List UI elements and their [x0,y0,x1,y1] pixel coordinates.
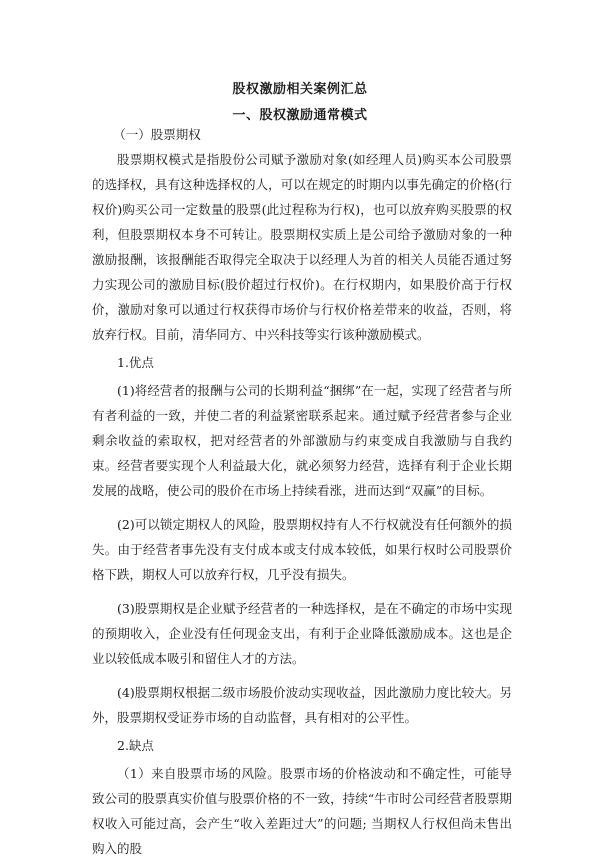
disadvantage-paragraph-1: （1）来自股票市场的风险。股票市场的价格波动和不确定性，可能导致公司的股票真实价值与股票价格的不一致，持续“牛市时公司经营者股票期权收入可能过高，会产生“收入差距过大”的问题; 当期权人行权但尚未售出购入的股 [92,766,512,856]
document-body [92,122,512,861]
intro-paragraph: 股票期权模式是指股份公司赋予激励对象(如经理人员)购买本公司股票的选择权，具有这种选择权的人，可以在规定的时期内以事先确定的价格(行权价)购买公司一定数量的股票(此过程称为行权)，也可以放弃购买股票的权利，但股票期权本身不可转让。股票期权实质上是公司给予激励对象的一种激励报酬，该报酬能否取得完全取决于以经理人为首的相关人员能否通过努力实现公司的激励目标(股价超过行权价)。在行权期内，如果股价高于行权价，激励对象可以通过行权获得市场价与行权价格差带来的收益，否则，将放弃行权。目前，清华同方、中兴科技等实行该种激励模式。 [92,152,512,342]
disadvantages-heading: 2.缺点 [117,738,154,753]
advantage-paragraph-3: (3)股票期权是企业赋予经营者的一种选择权，是在不确定的市场中实现的预期收入，企业没有任何现金支出，有利于企业降低激励成本。这也是企业以较低成本吸引和留住人才的方法。 [92,601,512,666]
section-heading: 一、股权激励通常模式 [232,108,368,123]
advantage-paragraph-2: (2)可以锁定期权人的风险，股票期权持有人不行权就没有任何额外的损失。由于经营者事先没有支付成本或支付成本较低，如果行权时公司股票价格下跌，期权人可以放弃行权，几乎没有损失。 [92,517,512,582]
advantage-paragraph-1: (1)将经营者的报酬与公司的长期利益“捆绑”在一起，实现了经营者与所有者利益的一致，并使二者的利益紧密联系起来。通过赋予经营者参与企业剩余收益的索取权，把对经营者的外部激励与约束变成自我激励与自我约束。经营者要实现个人利益最大化，就必须努力经营，选择有利于企业长期发展的战略，使公司的股价在市场上持续看涨，进而达到“双赢”的目标。 [92,383,512,498]
document-title: 股权激励相关案例汇总 [232,82,368,97]
subsection-heading: （一）股票期权 [113,127,201,142]
advantages-heading: 1.优点 [117,355,154,370]
advantage-paragraph-4: (4)股票期权根据二级市场股价波动实现收益，因此激励力度比较大。另外，股票期权受证券市场的自动监督，具有相对的公平性。 [92,685,512,725]
